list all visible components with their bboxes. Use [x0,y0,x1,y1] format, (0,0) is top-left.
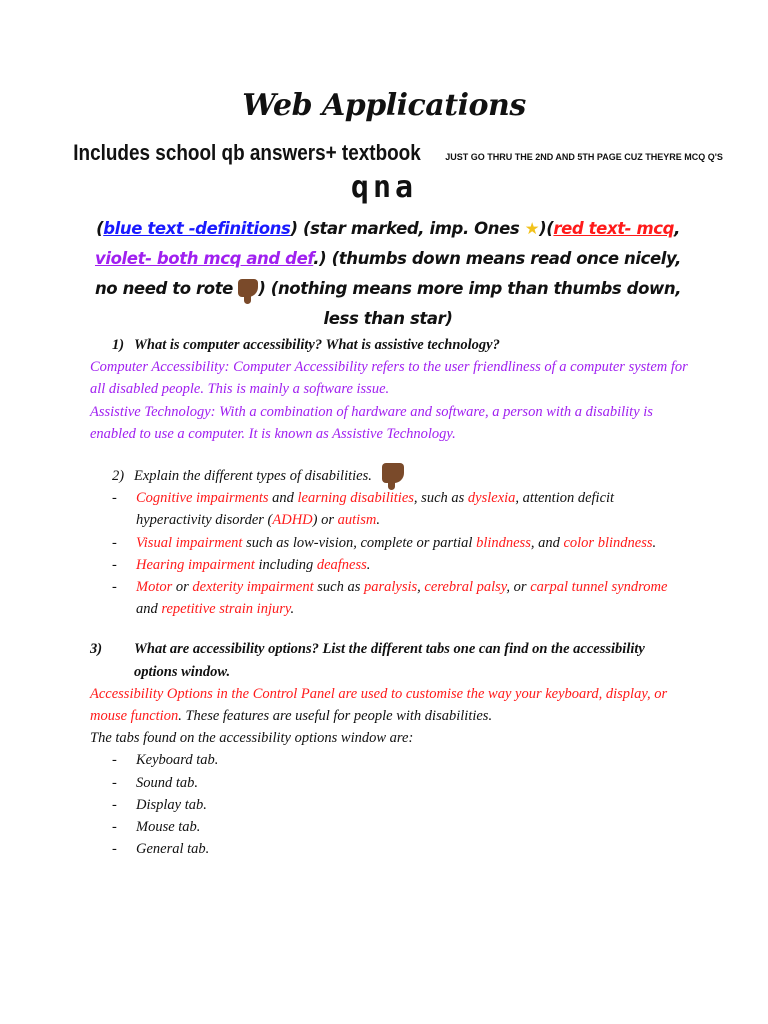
question-3 [90,638,690,682]
list-item: - Keyboard tab. [112,752,219,769]
disability-list [90,487,690,620]
legend-paren: .) [313,249,327,268]
list-item: - Display tab. [112,796,207,813]
tabs-intro: The tabs found on the accessibility options window are: [90,730,414,747]
legend-violet-both: violet- both mcq and def [95,249,314,268]
question-2 [90,463,690,487]
answer-3 [90,683,690,727]
subtitle-main: Includes school qb answers+ textbook [73,140,421,165]
answer-1-line: Assistive Technology: With a combination of hardware and software, a person with a disability is enabled to use a computer. It is known as Assistive Technology. [90,403,653,442]
list-item: - General tab. [112,841,210,858]
answer-3-rest: . These features are useful for people with disabilities. [178,708,493,725]
question-1 [90,334,690,356]
legend-paren: ) ( [290,219,311,238]
answer-3-red: Accessibility Options in the Control Panel are used to customise the way your keyboard, display, or mouse function [90,685,668,725]
legend-thumbs-text: (thumbs down means read once nicely, no need to rote [94,249,681,298]
subtitle-note: JUST GO THRU THE 2ND AND 5TH PAGE CUZ THEYRE MCQ Q'S [445,152,723,162]
question-text: Explain the different types of disabilities. [134,468,372,485]
legend-comma: , [674,219,680,238]
legend-paren: )( [539,219,554,238]
legend-red-mcq: red text- mcq [553,219,675,238]
star-icon: ★ [524,219,540,238]
list-item: - Cognitive impairments and learning disabilities, such as dyslexia, attention deficit hyperactivity disorder (ADHD) or autism. [112,490,615,529]
question-number: 1) [112,337,125,353]
answer-1-line: Computer Accessibility: Computer Accessibility refers to the user friendliness of a computer system for all disabled people. This is mainly a software issue. [90,359,688,398]
list-item: - Mouse tab. [112,819,201,836]
thumbs-down-icon [238,279,258,297]
question-text: What is computer accessibility? What is assistive technology? [134,337,500,353]
legend-star-text: star marked, imp. Ones [310,219,525,238]
tabs-list [90,749,690,860]
legend-blue-definitions: blue text -definitions [103,219,291,238]
question-number: 3) [90,641,103,658]
qa-content [90,334,690,860]
thumbs-down-icon [382,463,404,483]
color-legend [88,214,688,334]
list-item: - Motor or dexterity impairment such as paralysis, cerebral palsy, or carpal tunnel syndrome and repetitive strain injury. [112,579,668,618]
list-item: - Sound tab. [112,774,199,791]
list-item: - Hearing impairment including deafness. [112,556,371,573]
legend-nothing-text: ) (nothing means more imp than thumbs down, less than star) [258,279,682,328]
question-text: What are accessibility options? List the different tabs one can find on the accessibility options window. [134,641,645,680]
page-title: Web Applications [242,88,526,123]
legend-paren: ( [96,219,104,238]
list-item: - Visual impairment such as low-vision, complete or partial blindness, and color blindness. [112,534,657,551]
qna-heading: qna [350,170,418,205]
subtitle-row [0,140,768,166]
question-number: 2) [112,468,125,485]
